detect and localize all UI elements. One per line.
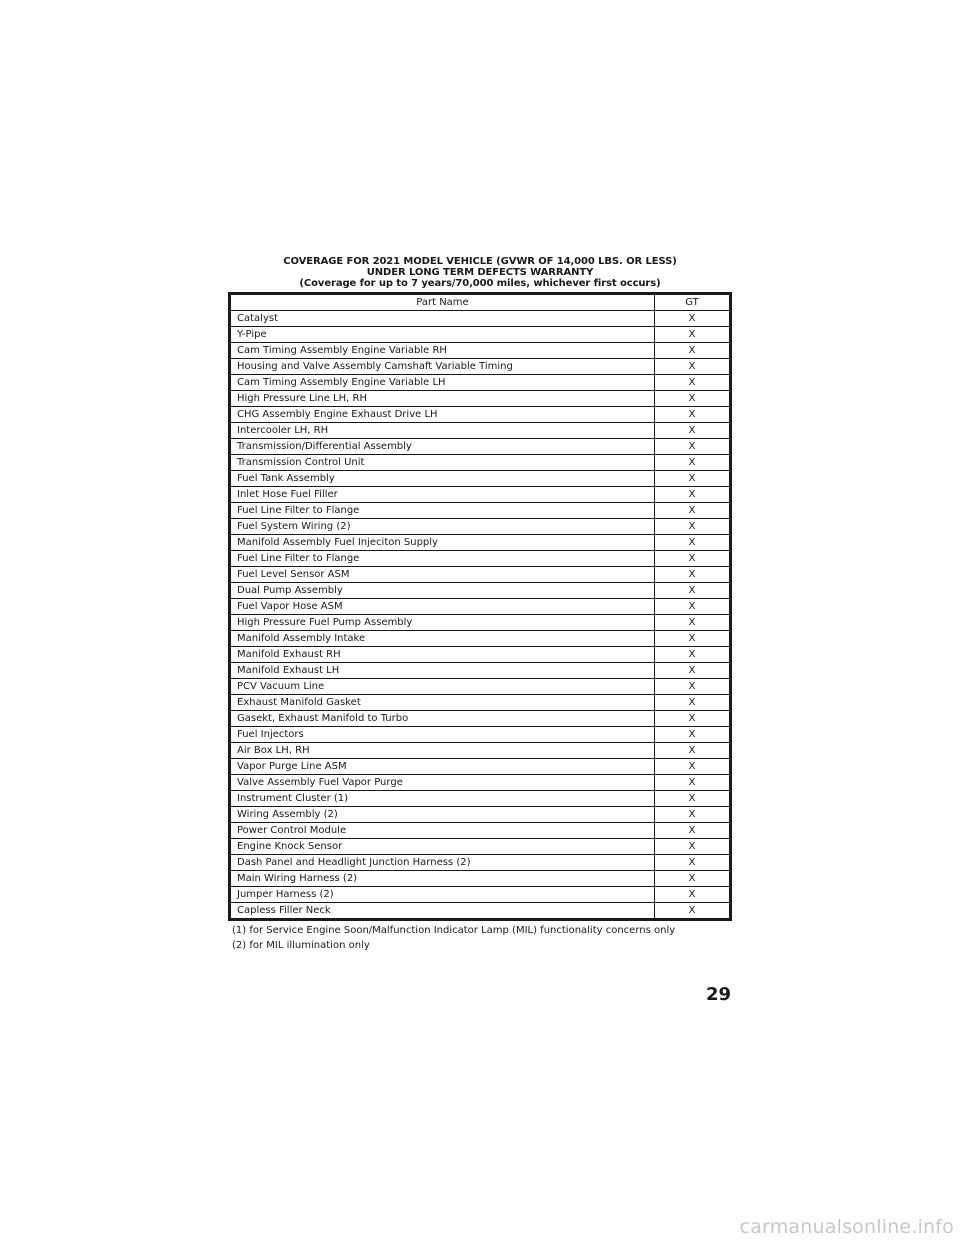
table-row — [230, 391, 731, 407]
gt-coverage-cell: X — [655, 903, 731, 920]
part-name-cell: CHG Assembly Engine Exhaust Drive LH — [230, 407, 655, 423]
part-name-cell: Intercooler LH, RH — [230, 423, 655, 439]
part-name-cell: Fuel Line Filter to Flange — [230, 503, 655, 519]
table-row — [230, 839, 731, 855]
table-row — [230, 583, 731, 599]
gt-coverage-cell: X — [655, 807, 731, 823]
table-row — [230, 439, 731, 455]
table-row — [230, 679, 731, 695]
gt-coverage-cell: X — [655, 727, 731, 743]
footnote-2: (2) for MIL illumination only — [232, 940, 370, 951]
gt-coverage-cell: X — [655, 535, 731, 551]
gt-coverage-cell: X — [655, 663, 731, 679]
table-row — [230, 855, 731, 871]
table-row — [230, 647, 731, 663]
part-name-cell: Manifold Exhaust LH — [230, 663, 655, 679]
table-row — [230, 807, 731, 823]
gt-coverage-cell: X — [655, 487, 731, 503]
part-name-cell: Capless Filler Neck — [230, 903, 655, 920]
part-name-cell: High Pressure Fuel Pump Assembly — [230, 615, 655, 631]
gt-coverage-cell: X — [655, 599, 731, 615]
gt-coverage-cell: X — [655, 439, 731, 455]
part-name-cell: Fuel Level Sensor ASM — [230, 567, 655, 583]
table-row — [230, 535, 731, 551]
table-row — [230, 631, 731, 647]
gt-coverage-cell: X — [655, 855, 731, 871]
gt-coverage-cell: X — [655, 711, 731, 727]
part-name-cell: Power Control Module — [230, 823, 655, 839]
part-name-cell: Manifold Exhaust RH — [230, 647, 655, 663]
gt-coverage-cell: X — [655, 695, 731, 711]
part-name-cell: Gasekt, Exhaust Manifold to Turbo — [230, 711, 655, 727]
coverage-title-line-1: COVERAGE FOR 2021 MODEL VEHICLE (GVWR OF 14,000 LBS. OR LESS) — [283, 256, 677, 267]
gt-coverage-cell: X — [655, 455, 731, 471]
gt-coverage-cell: X — [655, 871, 731, 887]
part-name-cell: Dual Pump Assembly — [230, 583, 655, 599]
table-row — [230, 663, 731, 679]
table-row — [230, 487, 731, 503]
gt-coverage-cell: X — [655, 743, 731, 759]
gt-coverage-cell: X — [655, 311, 731, 327]
gt-coverage-cell: X — [655, 775, 731, 791]
table-row — [230, 471, 731, 487]
table-row — [230, 423, 731, 439]
footnotes — [232, 923, 675, 953]
table-row — [230, 311, 731, 327]
table-row — [230, 407, 731, 423]
watermark: carmanualsonline.info — [739, 1216, 954, 1238]
table-row — [230, 871, 731, 887]
part-name-cell: Fuel Injectors — [230, 727, 655, 743]
part-name-cell: Cam Timing Assembly Engine Variable RH — [230, 343, 655, 359]
gt-coverage-cell: X — [655, 359, 731, 375]
gt-coverage-cell: X — [655, 343, 731, 359]
part-name-cell: Main Wiring Harness (2) — [230, 871, 655, 887]
table-row — [230, 359, 731, 375]
gt-coverage-cell: X — [655, 823, 731, 839]
coverage-table — [228, 292, 732, 921]
header-gt: GT — [655, 294, 731, 311]
part-name-cell: Dash Panel and Headlight Junction Harness (2) — [230, 855, 655, 871]
gt-coverage-cell: X — [655, 551, 731, 567]
table-row — [230, 727, 731, 743]
gt-coverage-cell: X — [655, 791, 731, 807]
gt-coverage-cell: X — [655, 503, 731, 519]
gt-coverage-cell: X — [655, 759, 731, 775]
table-row — [230, 743, 731, 759]
part-name-cell: Inlet Hose Fuel Filler — [230, 487, 655, 503]
gt-coverage-cell: X — [655, 471, 731, 487]
part-name-cell: Housing and Valve Assembly Camshaft Variable Timing — [230, 359, 655, 375]
gt-coverage-cell: X — [655, 407, 731, 423]
table-row — [230, 455, 731, 471]
table-row — [230, 503, 731, 519]
table-row — [230, 775, 731, 791]
part-name-cell: Exhaust Manifold Gasket — [230, 695, 655, 711]
gt-coverage-cell: X — [655, 887, 731, 903]
part-name-cell: Valve Assembly Fuel Vapor Purge — [230, 775, 655, 791]
table-row — [230, 599, 731, 615]
table-row — [230, 823, 731, 839]
part-name-cell: Manifold Assembly Fuel Injeciton Supply — [230, 535, 655, 551]
part-name-cell: Fuel Tank Assembly — [230, 471, 655, 487]
table-row — [230, 375, 731, 391]
footnote-1: (1) for Service Engine Soon/Malfunction Indicator Lamp (MIL) functionality concerns only — [232, 925, 676, 936]
part-name-cell: Vapor Purge Line ASM — [230, 759, 655, 775]
table-header-row — [230, 294, 731, 311]
part-name-cell: Fuel Vapor Hose ASM — [230, 599, 655, 615]
gt-coverage-cell: X — [655, 567, 731, 583]
table-row — [230, 519, 731, 535]
part-name-cell: Wiring Assembly (2) — [230, 807, 655, 823]
gt-coverage-cell: X — [655, 839, 731, 855]
coverage-title-line-2: UNDER LONG TERM DEFECTS WARRANTY — [366, 267, 594, 278]
gt-coverage-cell: X — [655, 519, 731, 535]
table-row — [230, 551, 731, 567]
table-row — [230, 327, 731, 343]
gt-coverage-cell: X — [655, 583, 731, 599]
part-name-cell: Catalyst — [230, 311, 655, 327]
page-number: 29 — [705, 984, 731, 1005]
part-name-cell: Fuel Line Filter to Flange — [230, 551, 655, 567]
gt-coverage-cell: X — [655, 615, 731, 631]
part-name-cell: Transmission/Differential Assembly — [230, 439, 655, 455]
table-row — [230, 759, 731, 775]
part-name-cell: Transmission Control Unit — [230, 455, 655, 471]
part-name-cell: Air Box LH, RH — [230, 743, 655, 759]
part-name-cell: Cam Timing Assembly Engine Variable LH — [230, 375, 655, 391]
part-name-cell: Jumper Harness (2) — [230, 887, 655, 903]
table-row — [230, 903, 731, 920]
header-part-name: Part Name — [230, 294, 655, 311]
gt-coverage-cell: X — [655, 679, 731, 695]
coverage-title-line-3: (Coverage for up to 7 years/70,000 miles, whichever first occurs) — [299, 278, 661, 289]
table-row — [230, 887, 731, 903]
table-row — [230, 343, 731, 359]
part-name-cell: Instrument Cluster (1) — [230, 791, 655, 807]
table-row — [230, 711, 731, 727]
gt-coverage-cell: X — [655, 327, 731, 343]
gt-coverage-cell: X — [655, 647, 731, 663]
table-row — [230, 791, 731, 807]
table-row — [230, 567, 731, 583]
coverage-title — [228, 256, 732, 289]
table-row — [230, 695, 731, 711]
part-name-cell: Manifold Assembly Intake — [230, 631, 655, 647]
part-name-cell: Y-Pipe — [230, 327, 655, 343]
part-name-cell: Engine Knock Sensor — [230, 839, 655, 855]
gt-coverage-cell: X — [655, 631, 731, 647]
part-name-cell: PCV Vacuum Line — [230, 679, 655, 695]
gt-coverage-cell: X — [655, 423, 731, 439]
part-name-cell: High Pressure Line LH, RH — [230, 391, 655, 407]
table-row — [230, 615, 731, 631]
gt-coverage-cell: X — [655, 391, 731, 407]
part-name-cell: Fuel System Wiring (2) — [230, 519, 655, 535]
gt-coverage-cell: X — [655, 375, 731, 391]
